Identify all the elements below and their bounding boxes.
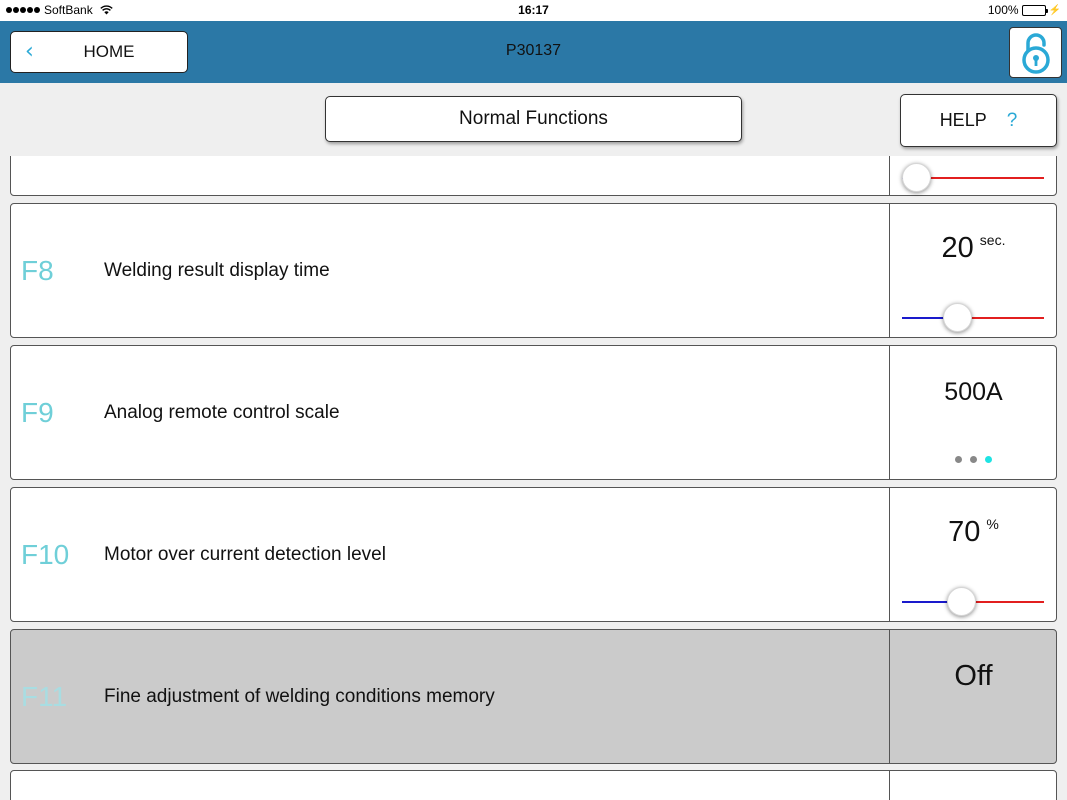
value-number: 500A: [944, 378, 1003, 406]
navigation-bar: [0, 21, 1067, 83]
function-code: F9: [21, 396, 54, 428]
help-button-label: HELP: [939, 110, 987, 130]
question-mark-icon: ?: [1006, 109, 1018, 131]
function-value: [890, 378, 1057, 407]
value-slider[interactable]: [902, 177, 1044, 179]
function-description: Analog remote control scale: [104, 401, 340, 423]
value-slider[interactable]: [902, 601, 1044, 603]
status-bar: [0, 0, 1067, 21]
value-cell: [889, 346, 1057, 479]
unlock-icon: [1019, 32, 1053, 74]
value-cell: [889, 630, 1057, 763]
function-mode-button[interactable]: Normal Functions: [325, 96, 742, 142]
value-unit: sec.: [979, 232, 1006, 248]
page-title: P30137: [505, 42, 562, 59]
function-description: Motor over current detection level: [104, 543, 386, 565]
value-number: Off: [954, 660, 993, 692]
page-dot: [970, 456, 977, 463]
slider-thumb[interactable]: [902, 163, 931, 192]
slider-max-track: [917, 177, 1045, 179]
help-button[interactable]: [900, 94, 1057, 147]
battery-percent: 100%: [987, 3, 1019, 17]
slider-thumb[interactable]: [943, 303, 972, 332]
function-row-f11[interactable]: [10, 629, 1057, 764]
chevron-left-icon: ‹: [25, 39, 34, 64]
function-value: [890, 232, 1057, 265]
carrier-name: SoftBank: [44, 3, 93, 17]
charging-icon: ⚡: [1048, 4, 1061, 16]
function-row-f8[interactable]: [10, 203, 1057, 338]
function-code: F11: [21, 680, 68, 712]
slider-thumb[interactable]: [947, 587, 976, 616]
value-cell: [889, 204, 1057, 337]
function-description: Fine adjustment of welding conditions memory: [104, 685, 495, 707]
page-dot: [985, 456, 992, 463]
function-row-partial-top[interactable]: [10, 156, 1057, 196]
function-value: [890, 660, 1057, 693]
function-toolbar: [0, 83, 1067, 156]
value-cell: [889, 488, 1057, 621]
function-code: F8: [21, 254, 54, 286]
value-unit: %: [986, 516, 999, 532]
value-number: 20: [941, 232, 974, 264]
function-value: [890, 516, 1057, 549]
unlock-button[interactable]: [1009, 27, 1062, 78]
function-code: F10: [21, 538, 70, 570]
value-cell: [889, 156, 1057, 195]
function-row-f10[interactable]: [10, 487, 1057, 622]
value-cell: [889, 771, 1057, 800]
function-row-partial-bottom[interactable]: [10, 770, 1057, 800]
value-number: 70: [948, 516, 981, 548]
status-time: 16:17: [518, 3, 549, 17]
battery-icon: [1022, 5, 1046, 16]
battery-info: [988, 3, 1061, 17]
page-indicator[interactable]: [890, 456, 1057, 463]
function-row-f9[interactable]: [10, 345, 1057, 480]
function-list[interactable]: [0, 156, 1067, 800]
value-slider[interactable]: [902, 317, 1044, 319]
function-description: Welding result display time: [104, 259, 330, 281]
page-dot: [955, 456, 962, 463]
home-button-label: HOME: [83, 42, 135, 61]
